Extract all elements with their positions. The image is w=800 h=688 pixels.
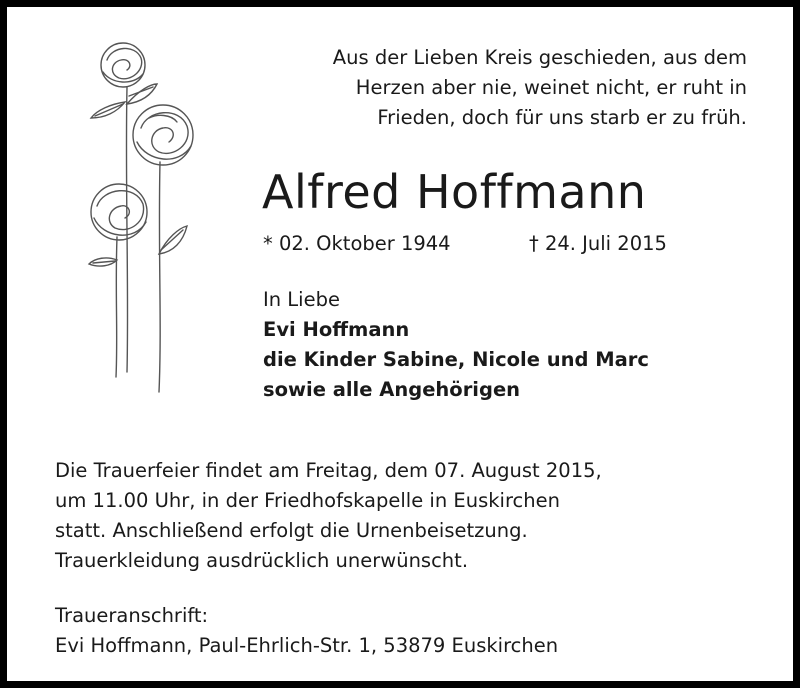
service-line: Trauerkleidung ausdrücklich unerwünscht. xyxy=(55,549,469,572)
farewell-quote xyxy=(277,43,747,133)
deceased-name: Alfred Hoffmann xyxy=(262,165,647,219)
death-date: † 24. Juli 2015 xyxy=(529,232,667,255)
quote-line: Aus der Lieben Kreis geschieden, aus dem xyxy=(332,46,747,69)
mourner-name: die Kinder Sabine, Nicole und Marc xyxy=(263,348,649,371)
service-line: statt. Anschließend erfolgt die Urnenbeisetzung. xyxy=(55,519,528,542)
service-line: Die Trauerfeier findet am Freitag, dem 07. August 2015, xyxy=(55,459,602,482)
mourner-name: sowie alle Angehörigen xyxy=(263,378,521,401)
address-value: Evi Hoffmann, Paul-Ehrlich-Str. 1, 53879 Euskirchen xyxy=(55,634,559,657)
service-line: um 11.00 Uhr, in der Friedhofskapelle in Euskirchen xyxy=(55,489,560,512)
quote-line: Frieden, doch für uns starb er zu früh. xyxy=(377,106,747,129)
mourning-address xyxy=(55,601,558,661)
mourners-block xyxy=(263,285,649,405)
address-label: Traueranschrift: xyxy=(55,604,209,627)
mourners-intro: In Liebe xyxy=(263,288,340,311)
roses-illustration-icon xyxy=(67,32,207,402)
service-announcement xyxy=(55,456,602,576)
mourner-name: Evi Hoffmann xyxy=(263,318,410,341)
birth-date: * 02. Oktober 1944 xyxy=(263,232,451,255)
quote-line: Herzen aber nie, weinet nicht, er ruht in xyxy=(355,76,747,99)
